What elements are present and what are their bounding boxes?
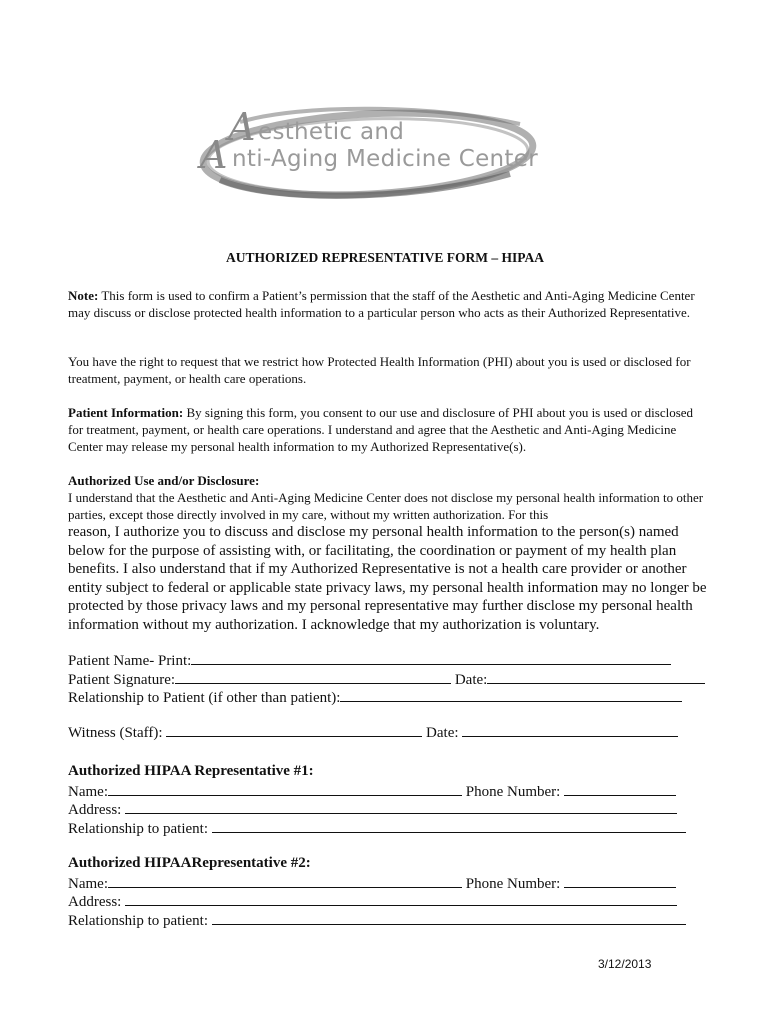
patient-fields: [68, 650, 718, 706]
witness-label: Witness (Staff):: [68, 725, 167, 741]
patient-name-row: [68, 650, 718, 669]
patient-info-paragraph: [68, 404, 708, 455]
representative-1-section: [68, 762, 718, 836]
rights-paragraph: You have the right to request that we restrict how Protected Health Information (PHI) about you is used or disclosed for treatment, payment, or health care operations.: [68, 354, 691, 386]
relationship-field[interactable]: [340, 687, 682, 702]
rep2-address-field[interactable]: [125, 891, 677, 906]
logo-letter-a2: A: [200, 133, 228, 177]
rep2-relationship-label: Relationship to patient:: [68, 912, 212, 929]
note-text: This form is used to confirm a Patient’s permission that the staff of the Aesthetic and Anti-Aging Medicine Center may discuss or disclose protected health information to a particular person who acts as their Authorized Representative.: [68, 288, 695, 320]
logo-text-line1: esthetic and: [258, 119, 405, 145]
witness-date-label: Date:: [426, 725, 463, 741]
rep1-address-row: [68, 799, 718, 818]
patient-signature-label: Patient Signature:: [68, 671, 176, 688]
patient-info-label: Patient Information:: [68, 405, 184, 420]
patient-name-label: Patient Name- Print:: [68, 653, 192, 669]
rep1-name-field[interactable]: [108, 781, 462, 796]
rep2-address-label: Address:: [68, 894, 126, 910]
authorized-use-heading: [68, 472, 708, 489]
rep2-phone-field[interactable]: [564, 873, 676, 888]
logo-text-line2: nti-Aging Medicine Center: [232, 146, 538, 172]
relationship-row: [68, 687, 718, 706]
clinic-logo: [180, 102, 550, 210]
authorized-use-text-large: reason, I authorize you to discuss and disclose my personal health information to the person(s) named below for the purpose of assisting with, or facilitating, the coordination or payment of my health plan benefits. I also understand that if my Authorized Representative is not a health care provider or another entity subject to federal or applicable state privacy laws, my personal health information may no longer be protected by those privacy laws and my personal representative may further disclose my personal health information without my authorization. I acknowledge that my authorization is voluntary.: [68, 524, 707, 633]
patient-signature-field[interactable]: [175, 669, 451, 684]
footer-date: 3/12/2013: [598, 957, 652, 971]
rep1-relationship-row: [68, 818, 718, 837]
note-label: Note:: [68, 288, 99, 303]
rep1-name-row: [68, 781, 718, 800]
witness-row: [68, 722, 718, 741]
rep1-relationship-label: Relationship to patient:: [68, 820, 212, 837]
rep1-address-label: Address:: [68, 802, 126, 818]
rep2-relationship-row: [68, 910, 718, 929]
rep1-address-field[interactable]: [125, 799, 677, 814]
rep2-name-row: [68, 873, 718, 892]
patient-info-text: By signing this form, you consent to our use and disclosure of PHI about you is used or disclosed for treatment, payment, or health care operations. I understand and agree that the Aesthetic and Anti-Aging Medicine Center may release my personal health information to my Authorized Representative(s).: [68, 405, 694, 454]
authorized-use-text-small: I understand that the Aesthetic and Anti-Aging Medicine Center does not disclose my personal health information to other parties, except those directly involved in my care, without my written authorization. For this: [68, 490, 704, 522]
rep2-name-field[interactable]: [108, 873, 462, 888]
note-paragraph: [68, 287, 708, 321]
rep1-relationship-field[interactable]: [212, 818, 686, 833]
rep1-heading: Authorized HIPAA Representative #1:: [68, 763, 314, 779]
witness-date-field[interactable]: [462, 722, 678, 737]
rep1-phone-label: Phone Number:: [465, 783, 565, 800]
witness-field[interactable]: [166, 722, 422, 737]
rep1-name-label: Name:: [68, 783, 108, 800]
representative-2-section: [68, 854, 718, 928]
patient-signature-row: [68, 669, 718, 688]
patient-name-field[interactable]: [191, 650, 671, 665]
form-title: AUTHORIZED REPRESENTATIVE FORM – HIPAA: [225, 250, 545, 265]
logo-letter-a1: A: [228, 105, 256, 149]
patient-date-field[interactable]: [487, 669, 705, 684]
rep1-phone-field[interactable]: [564, 781, 676, 796]
rep2-address-row: [68, 891, 718, 910]
rep2-heading: Authorized HIPAARepresentative #2:: [68, 855, 311, 871]
rep2-relationship-field[interactable]: [212, 910, 686, 925]
rep2-name-label: Name:: [68, 875, 108, 892]
patient-date-label: Date:: [454, 671, 488, 688]
witness-fields: [68, 722, 718, 741]
authorized-use-label: Authorized Use and/or Disclosure:: [68, 473, 260, 488]
relationship-label: Relationship to Patient (if other than patient):: [68, 690, 341, 706]
rep2-phone-label: Phone Number:: [465, 875, 565, 892]
